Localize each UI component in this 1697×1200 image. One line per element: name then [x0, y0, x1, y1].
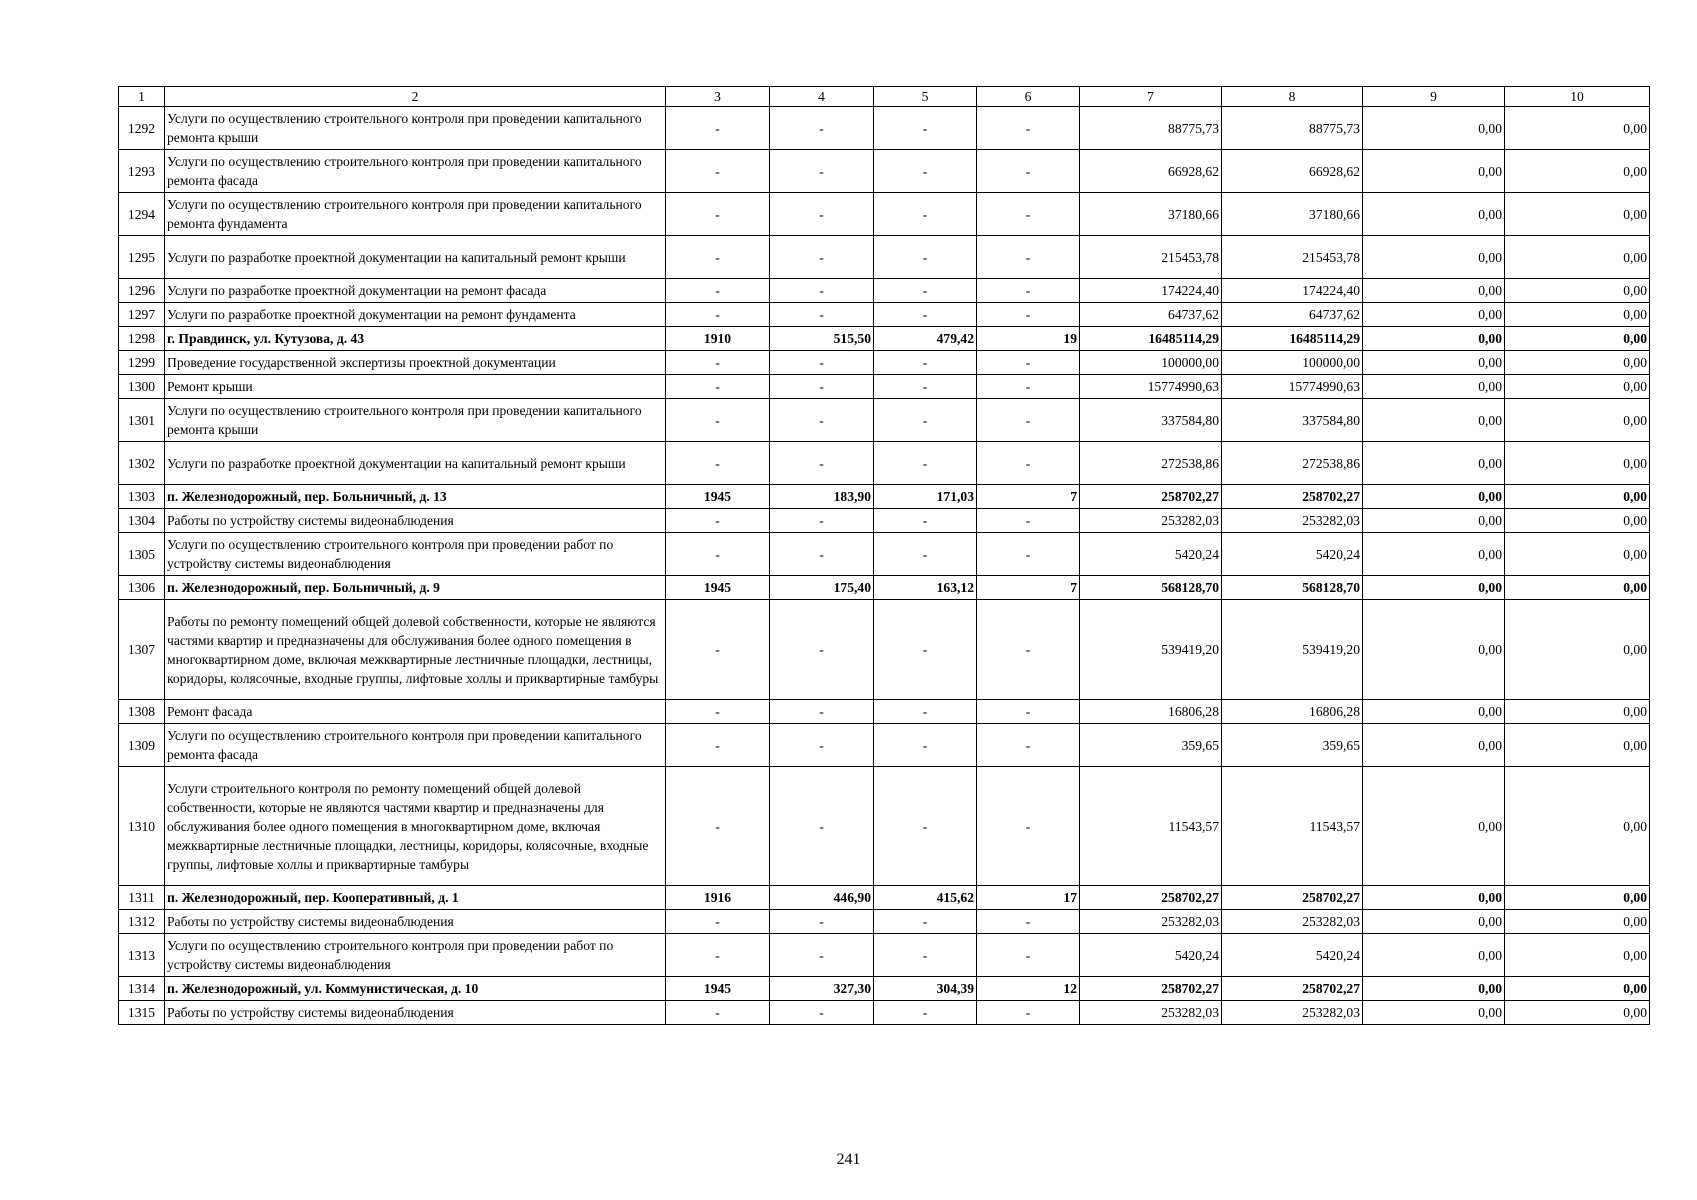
- col9-cell: 0,00: [1363, 375, 1505, 399]
- col5-cell: -: [874, 509, 977, 533]
- col6-cell: -: [977, 193, 1080, 236]
- col5-cell: 171,03: [874, 485, 977, 509]
- col9-cell: 0,00: [1363, 327, 1505, 351]
- col3-cell: -: [666, 193, 770, 236]
- col3-cell: 1945: [666, 485, 770, 509]
- col6-cell: -: [977, 303, 1080, 327]
- col5-cell: -: [874, 767, 977, 886]
- col10-cell: 0,00: [1505, 600, 1650, 700]
- table-row: [119, 700, 1650, 724]
- col6-cell: -: [977, 442, 1080, 485]
- col7-cell: 258702,27: [1080, 886, 1222, 910]
- col9-cell: 0,00: [1363, 700, 1505, 724]
- col10-cell: 0,00: [1505, 886, 1650, 910]
- table-row: [119, 375, 1650, 399]
- row-number-cell: 1309: [119, 724, 165, 767]
- col4-cell: 446,90: [770, 886, 874, 910]
- col8-cell: 272538,86: [1222, 442, 1363, 485]
- header-cell: 8: [1222, 87, 1363, 107]
- header-cell: 6: [977, 87, 1080, 107]
- col7-cell: 539419,20: [1080, 600, 1222, 700]
- row-number-cell: 1294: [119, 193, 165, 236]
- description-cell: п. Железнодорожный, пер. Кооперативный, д. 1: [165, 886, 666, 910]
- row-number-cell: 1299: [119, 351, 165, 375]
- row-number-cell: 1306: [119, 576, 165, 600]
- col10-cell: 0,00: [1505, 375, 1650, 399]
- col4-cell: -: [770, 193, 874, 236]
- description-cell: Ремонт крыши: [165, 375, 666, 399]
- table-row: [119, 107, 1650, 150]
- description-cell: Работы по устройству системы видеонаблюдения: [165, 910, 666, 934]
- row-number-cell: 1304: [119, 509, 165, 533]
- col7-cell: 568128,70: [1080, 576, 1222, 600]
- description-cell: Услуги по осуществлению строительного контроля при проведении работ по устройству системы видеонаблюдения: [165, 934, 666, 977]
- col4-cell: -: [770, 934, 874, 977]
- col9-cell: 0,00: [1363, 399, 1505, 442]
- col10-cell: 0,00: [1505, 576, 1650, 600]
- col8-cell: 66928,62: [1222, 150, 1363, 193]
- col8-cell: 5420,24: [1222, 934, 1363, 977]
- col7-cell: 37180,66: [1080, 193, 1222, 236]
- col3-cell: 1945: [666, 576, 770, 600]
- col3-cell: -: [666, 399, 770, 442]
- col7-cell: 88775,73: [1080, 107, 1222, 150]
- row-number-cell: 1305: [119, 533, 165, 576]
- col6-cell: 12: [977, 977, 1080, 1001]
- table-row: [119, 767, 1650, 886]
- description-cell: Работы по ремонту помещений общей долевой собственности, которые не являются частями квартир и предназначены для обслуживания более одного помещения в многоквартирном доме, включая межквартирные лестничные площадки, лестницы, коридоры, колясочные, входные группы, лифтовые холлы и приквартирные тамбуры: [165, 600, 666, 700]
- col10-cell: 0,00: [1505, 977, 1650, 1001]
- description-cell: Проведение государственной экспертизы проектной документации: [165, 351, 666, 375]
- col4-cell: 515,50: [770, 327, 874, 351]
- col7-cell: 100000,00: [1080, 351, 1222, 375]
- col5-cell: -: [874, 934, 977, 977]
- col4-cell: 327,30: [770, 977, 874, 1001]
- col5-cell: -: [874, 303, 977, 327]
- table-body: [119, 107, 1650, 1025]
- col5-cell: -: [874, 700, 977, 724]
- col6-cell: -: [977, 351, 1080, 375]
- col4-cell: -: [770, 399, 874, 442]
- col10-cell: 0,00: [1505, 351, 1650, 375]
- row-number-cell: 1292: [119, 107, 165, 150]
- col3-cell: -: [666, 724, 770, 767]
- col8-cell: 64737,62: [1222, 303, 1363, 327]
- col3-cell: -: [666, 934, 770, 977]
- col5-cell: -: [874, 399, 977, 442]
- col3-cell: -: [666, 600, 770, 700]
- column-number-header: [119, 87, 1650, 107]
- col7-cell: 16806,28: [1080, 700, 1222, 724]
- description-cell: Услуги по осуществлению строительного контроля при проведении капитального ремонта крыши: [165, 107, 666, 150]
- col6-cell: -: [977, 600, 1080, 700]
- col3-cell: -: [666, 533, 770, 576]
- col7-cell: 337584,80: [1080, 399, 1222, 442]
- col10-cell: 0,00: [1505, 236, 1650, 279]
- col9-cell: 0,00: [1363, 886, 1505, 910]
- description-cell: г. Правдинск, ул. Кутузова, д. 43: [165, 327, 666, 351]
- col5-cell: -: [874, 533, 977, 576]
- col5-cell: -: [874, 107, 977, 150]
- col6-cell: 7: [977, 485, 1080, 509]
- header-cell: 10: [1505, 87, 1650, 107]
- table-row: [119, 303, 1650, 327]
- table-row: [119, 724, 1650, 767]
- col6-cell: -: [977, 375, 1080, 399]
- col6-cell: 17: [977, 886, 1080, 910]
- col4-cell: -: [770, 150, 874, 193]
- col3-cell: -: [666, 107, 770, 150]
- row-number-cell: 1300: [119, 375, 165, 399]
- col5-cell: -: [874, 150, 977, 193]
- address-row: [119, 485, 1650, 509]
- header-cell: 2: [165, 87, 666, 107]
- col5-cell: 304,39: [874, 977, 977, 1001]
- col6-cell: -: [977, 910, 1080, 934]
- col10-cell: 0,00: [1505, 442, 1650, 485]
- col9-cell: 0,00: [1363, 442, 1505, 485]
- row-number-cell: 1308: [119, 700, 165, 724]
- row-number-cell: 1298: [119, 327, 165, 351]
- repair-cost-table: [118, 86, 1650, 1025]
- col7-cell: 5420,24: [1080, 533, 1222, 576]
- col9-cell: 0,00: [1363, 910, 1505, 934]
- col4-cell: -: [770, 236, 874, 279]
- col5-cell: -: [874, 193, 977, 236]
- col3-cell: -: [666, 767, 770, 886]
- page-number: 241: [836, 1151, 861, 1168]
- col9-cell: 0,00: [1363, 351, 1505, 375]
- col8-cell: 253282,03: [1222, 509, 1363, 533]
- col7-cell: 258702,27: [1080, 485, 1222, 509]
- header-cell: 9: [1363, 87, 1505, 107]
- col9-cell: 0,00: [1363, 303, 1505, 327]
- col8-cell: 258702,27: [1222, 977, 1363, 1001]
- row-number-cell: 1297: [119, 303, 165, 327]
- col5-cell: -: [874, 1001, 977, 1025]
- col10-cell: 0,00: [1505, 767, 1650, 886]
- col6-cell: -: [977, 107, 1080, 150]
- description-cell: Услуги по осуществлению строительного контроля при проведении капитального ремонта крыши: [165, 399, 666, 442]
- row-number-cell: 1314: [119, 977, 165, 1001]
- col9-cell: 0,00: [1363, 485, 1505, 509]
- col10-cell: 0,00: [1505, 303, 1650, 327]
- row-number-cell: 1313: [119, 934, 165, 977]
- col8-cell: 16485114,29: [1222, 327, 1363, 351]
- col3-cell: -: [666, 442, 770, 485]
- col4-cell: -: [770, 442, 874, 485]
- col5-cell: -: [874, 279, 977, 303]
- row-number-cell: 1301: [119, 399, 165, 442]
- row-number-cell: 1310: [119, 767, 165, 886]
- col9-cell: 0,00: [1363, 724, 1505, 767]
- col8-cell: 337584,80: [1222, 399, 1363, 442]
- table-row: [119, 236, 1650, 279]
- col9-cell: 0,00: [1363, 150, 1505, 193]
- table-row: [119, 934, 1650, 977]
- description-cell: п. Железнодорожный, ул. Коммунистическая, д. 10: [165, 977, 666, 1001]
- col4-cell: -: [770, 375, 874, 399]
- table-row: [119, 600, 1650, 700]
- col4-cell: -: [770, 107, 874, 150]
- address-row: [119, 886, 1650, 910]
- header-cell: 1: [119, 87, 165, 107]
- col7-cell: 15774990,63: [1080, 375, 1222, 399]
- header-cell: 4: [770, 87, 874, 107]
- col10-cell: 0,00: [1505, 399, 1650, 442]
- table-row: [119, 910, 1650, 934]
- col10-cell: 0,00: [1505, 934, 1650, 977]
- col9-cell: 0,00: [1363, 576, 1505, 600]
- description-cell: Работы по устройству системы видеонаблюдения: [165, 509, 666, 533]
- col9-cell: 0,00: [1363, 533, 1505, 576]
- col10-cell: 0,00: [1505, 150, 1650, 193]
- col6-cell: -: [977, 279, 1080, 303]
- col4-cell: -: [770, 279, 874, 303]
- col5-cell: -: [874, 351, 977, 375]
- col7-cell: 272538,86: [1080, 442, 1222, 485]
- table-row: [119, 442, 1650, 485]
- table-row: [119, 399, 1650, 442]
- col8-cell: 253282,03: [1222, 910, 1363, 934]
- col8-cell: 15774990,63: [1222, 375, 1363, 399]
- col7-cell: 215453,78: [1080, 236, 1222, 279]
- col10-cell: 0,00: [1505, 279, 1650, 303]
- col3-cell: 1910: [666, 327, 770, 351]
- col10-cell: 0,00: [1505, 1001, 1650, 1025]
- col10-cell: 0,00: [1505, 533, 1650, 576]
- col5-cell: -: [874, 724, 977, 767]
- col5-cell: -: [874, 442, 977, 485]
- col5-cell: -: [874, 910, 977, 934]
- col8-cell: 258702,27: [1222, 886, 1363, 910]
- col8-cell: 215453,78: [1222, 236, 1363, 279]
- row-number-cell: 1312: [119, 910, 165, 934]
- col3-cell: -: [666, 375, 770, 399]
- table-row: [119, 279, 1650, 303]
- col4-cell: -: [770, 724, 874, 767]
- col8-cell: 88775,73: [1222, 107, 1363, 150]
- col6-cell: -: [977, 236, 1080, 279]
- col3-cell: -: [666, 700, 770, 724]
- description-cell: п. Железнодорожный, пер. Больничный, д. 9: [165, 576, 666, 600]
- row-number-cell: 1302: [119, 442, 165, 485]
- col10-cell: 0,00: [1505, 910, 1650, 934]
- col7-cell: 16485114,29: [1080, 327, 1222, 351]
- col7-cell: 66928,62: [1080, 150, 1222, 193]
- col6-cell: 19: [977, 327, 1080, 351]
- row-number-cell: 1295: [119, 236, 165, 279]
- col4-cell: -: [770, 303, 874, 327]
- row-number-cell: 1311: [119, 886, 165, 910]
- row-number-cell: 1293: [119, 150, 165, 193]
- col9-cell: 0,00: [1363, 509, 1505, 533]
- col3-cell: -: [666, 351, 770, 375]
- col3-cell: -: [666, 910, 770, 934]
- col6-cell: -: [977, 767, 1080, 886]
- description-cell: Работы по устройству системы видеонаблюдения: [165, 1001, 666, 1025]
- col6-cell: -: [977, 724, 1080, 767]
- col6-cell: -: [977, 399, 1080, 442]
- col8-cell: 5420,24: [1222, 533, 1363, 576]
- col9-cell: 0,00: [1363, 767, 1505, 886]
- description-cell: Услуги по осуществлению строительного контроля при проведении капитального ремонта фасада: [165, 724, 666, 767]
- col7-cell: 64737,62: [1080, 303, 1222, 327]
- col5-cell: -: [874, 236, 977, 279]
- col4-cell: -: [770, 700, 874, 724]
- col8-cell: 258702,27: [1222, 485, 1363, 509]
- col3-cell: -: [666, 150, 770, 193]
- col5-cell: -: [874, 600, 977, 700]
- col8-cell: 253282,03: [1222, 1001, 1363, 1025]
- col6-cell: 7: [977, 576, 1080, 600]
- col8-cell: 11543,57: [1222, 767, 1363, 886]
- col9-cell: 0,00: [1363, 236, 1505, 279]
- description-cell: Услуги строительного контроля по ремонту помещений общей долевой собственности, которые не являются частями квартир и предназначены для обслуживания более одного помещения в многоквартирном доме, включая межквартирные лестничные площадки, лестницы, коридоры, колясочные, входные группы, лифтовые холлы и приквартирные тамбуры: [165, 767, 666, 886]
- col4-cell: 175,40: [770, 576, 874, 600]
- col9-cell: 0,00: [1363, 107, 1505, 150]
- header-cell: 3: [666, 87, 770, 107]
- description-cell: Услуги по разработке проектной документации на ремонт фундамента: [165, 303, 666, 327]
- table-row: [119, 150, 1650, 193]
- description-cell: Услуги по разработке проектной документации на капитальный ремонт крыши: [165, 442, 666, 485]
- header-cell: 5: [874, 87, 977, 107]
- col5-cell: 163,12: [874, 576, 977, 600]
- col10-cell: 0,00: [1505, 193, 1650, 236]
- col3-cell: -: [666, 1001, 770, 1025]
- col9-cell: 0,00: [1363, 279, 1505, 303]
- col9-cell: 0,00: [1363, 600, 1505, 700]
- col3-cell: 1945: [666, 977, 770, 1001]
- col7-cell: 5420,24: [1080, 934, 1222, 977]
- col5-cell: 415,62: [874, 886, 977, 910]
- col4-cell: -: [770, 533, 874, 576]
- col8-cell: 16806,28: [1222, 700, 1363, 724]
- description-cell: Ремонт фасада: [165, 700, 666, 724]
- col8-cell: 359,65: [1222, 724, 1363, 767]
- document-sheet: [118, 86, 1650, 1025]
- col7-cell: 253282,03: [1080, 1001, 1222, 1025]
- description-cell: Услуги по осуществлению строительного контроля при проведении капитального ремонта фундамента: [165, 193, 666, 236]
- col3-cell: -: [666, 279, 770, 303]
- col7-cell: 258702,27: [1080, 977, 1222, 1001]
- col8-cell: 174224,40: [1222, 279, 1363, 303]
- col4-cell: -: [770, 600, 874, 700]
- col9-cell: 0,00: [1363, 934, 1505, 977]
- row-number-cell: 1307: [119, 600, 165, 700]
- address-row: [119, 977, 1650, 1001]
- col6-cell: -: [977, 509, 1080, 533]
- col6-cell: -: [977, 533, 1080, 576]
- table-row: [119, 509, 1650, 533]
- col10-cell: 0,00: [1505, 724, 1650, 767]
- row-number-cell: 1303: [119, 485, 165, 509]
- col7-cell: 11543,57: [1080, 767, 1222, 886]
- col3-cell: -: [666, 509, 770, 533]
- description-cell: п. Железнодорожный, пер. Больничный, д. 13: [165, 485, 666, 509]
- description-cell: Услуги по разработке проектной документации на ремонт фасада: [165, 279, 666, 303]
- col7-cell: 359,65: [1080, 724, 1222, 767]
- col8-cell: 37180,66: [1222, 193, 1363, 236]
- description-cell: Услуги по осуществлению строительного контроля при проведении работ по устройству системы видеонаблюдения: [165, 533, 666, 576]
- col10-cell: 0,00: [1505, 327, 1650, 351]
- row-number-cell: 1296: [119, 279, 165, 303]
- header-cell: 7: [1080, 87, 1222, 107]
- col9-cell: 0,00: [1363, 977, 1505, 1001]
- col3-cell: 1916: [666, 886, 770, 910]
- col8-cell: 539419,20: [1222, 600, 1363, 700]
- col7-cell: 253282,03: [1080, 509, 1222, 533]
- address-row: [119, 576, 1650, 600]
- col8-cell: 568128,70: [1222, 576, 1363, 600]
- table-row: [119, 193, 1650, 236]
- col10-cell: 0,00: [1505, 107, 1650, 150]
- col8-cell: 100000,00: [1222, 351, 1363, 375]
- col4-cell: -: [770, 351, 874, 375]
- row-number-cell: 1315: [119, 1001, 165, 1025]
- col5-cell: -: [874, 375, 977, 399]
- description-cell: Услуги по осуществлению строительного контроля при проведении капитального ремонта фасада: [165, 150, 666, 193]
- col9-cell: 0,00: [1363, 1001, 1505, 1025]
- col7-cell: 174224,40: [1080, 279, 1222, 303]
- col5-cell: 479,42: [874, 327, 977, 351]
- col4-cell: 183,90: [770, 485, 874, 509]
- table-row: [119, 1001, 1650, 1025]
- col10-cell: 0,00: [1505, 700, 1650, 724]
- col10-cell: 0,00: [1505, 509, 1650, 533]
- table-row: [119, 351, 1650, 375]
- col4-cell: -: [770, 1001, 874, 1025]
- col9-cell: 0,00: [1363, 193, 1505, 236]
- col3-cell: -: [666, 236, 770, 279]
- col4-cell: -: [770, 509, 874, 533]
- col6-cell: -: [977, 934, 1080, 977]
- col6-cell: -: [977, 1001, 1080, 1025]
- col6-cell: -: [977, 150, 1080, 193]
- col6-cell: -: [977, 700, 1080, 724]
- col10-cell: 0,00: [1505, 485, 1650, 509]
- col3-cell: -: [666, 303, 770, 327]
- description-cell: Услуги по разработке проектной документации на капитальный ремонт крыши: [165, 236, 666, 279]
- address-row: [119, 327, 1650, 351]
- col4-cell: -: [770, 910, 874, 934]
- table-row: [119, 533, 1650, 576]
- col7-cell: 253282,03: [1080, 910, 1222, 934]
- col4-cell: -: [770, 767, 874, 886]
